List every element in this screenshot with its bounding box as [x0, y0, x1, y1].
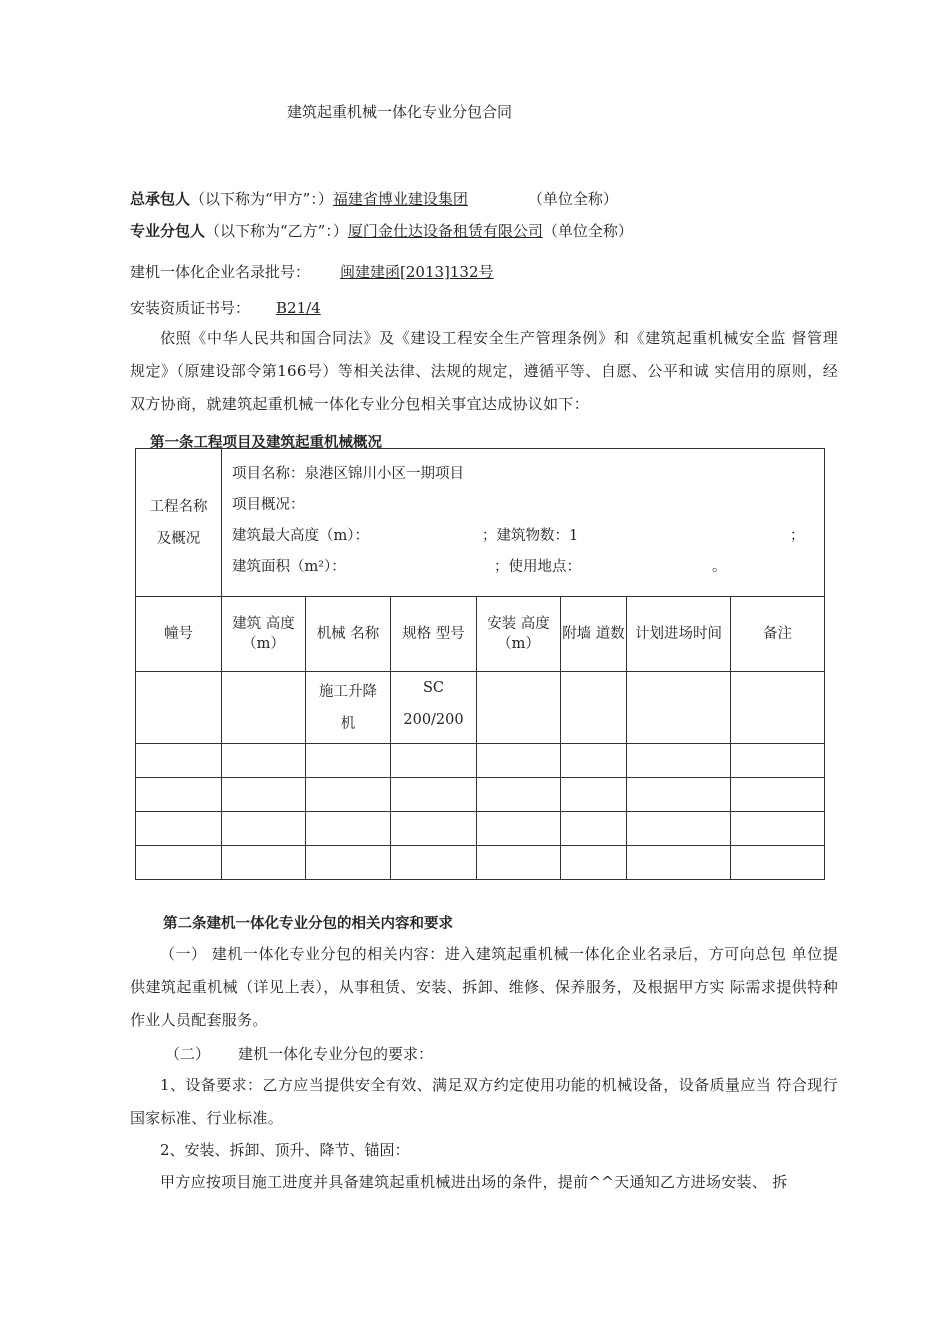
project-overview: 项目概况： — [232, 497, 305, 513]
max-height-label: 建筑最大高度（m）： — [232, 528, 369, 544]
location-label: ；使用地点： — [494, 559, 581, 575]
cert-label: 安装资质证书号： — [130, 299, 251, 317]
header-install-height: 安装 高度（m） — [477, 597, 561, 672]
party-b-alias: （以下称为“乙方”：） — [205, 222, 348, 240]
height-count-line — [232, 521, 824, 552]
project-name: 项目名称：泉港区锦川小区一期项目 — [232, 466, 464, 482]
party-b-line — [130, 220, 633, 241]
project-label-cell: 工程名称及概况 — [136, 449, 222, 597]
header-model: 规格 型号 — [391, 597, 477, 672]
party-a-label: 总承包人 — [130, 190, 191, 208]
project-info-cell — [222, 449, 825, 597]
party-a-name: 福建省博业建设集团 — [332, 190, 468, 208]
party-a-suffix: （单位全称） — [527, 190, 618, 208]
party-b-label: 专业分包人 — [130, 222, 206, 240]
article2-p2 — [165, 1043, 433, 1064]
header-entry-date: 计划进场时间 — [627, 597, 731, 672]
party-a-line — [130, 188, 618, 209]
table-row — [136, 778, 825, 812]
table-row — [136, 812, 825, 846]
registry-value: 闽建建函[2013]132号 — [340, 263, 494, 281]
p2-text: 建机一体化专业分包的要求： — [238, 1045, 434, 1063]
document-title: 建筑起重机械一体化专业分包合同 — [287, 103, 513, 121]
table-row — [136, 744, 825, 778]
header-machine-name: 机械 名称 — [306, 597, 391, 672]
project-table — [135, 448, 825, 880]
p2-number: （二） — [165, 1045, 211, 1063]
area-label: 建筑面积（m²）： — [232, 559, 346, 575]
registry-line — [130, 261, 494, 282]
article2-title: 第二条建机一体化专业分包的相关内容和要求 — [163, 916, 453, 932]
party-a-alias: （以下称为“甲方”：） — [190, 190, 333, 208]
party-b-name: 厦门金仕达设备租赁有限公司 — [347, 222, 543, 240]
party-b-suffix: （单位全称） — [542, 222, 633, 240]
article2-p4: 2、安装、拆卸、顶升、降节、锚固： — [160, 1141, 410, 1159]
area-location-line — [232, 552, 824, 583]
article1-title: 第一条工程项目及建筑起重机械概况 — [150, 435, 382, 451]
header-remarks: 备注 — [731, 597, 825, 672]
header-wall-ties: 附墙 道数 — [561, 597, 627, 672]
end-semicolon: ； — [790, 528, 805, 544]
building-count: ；建筑物数：1 — [482, 528, 579, 544]
article2-p5: 甲方应按项目施工进度并具备建筑起重机械进出场的条件，提前^^天通知乙方进场安装、 拆 — [160, 1173, 788, 1191]
table-row — [136, 846, 825, 880]
header-building-no: 幢号 — [136, 597, 222, 672]
table-header-row — [136, 597, 825, 672]
registry-label: 建机一体化企业名录批号： — [130, 263, 311, 281]
header-building-height: 建筑 高度（m） — [222, 597, 306, 672]
cert-line — [130, 297, 321, 318]
article2-p1: （一） 建机一体化专业分包的相关内容：进入建筑起重机械一体化企业名录后，方可向总包 单位提供建筑起重机械（详见上表），从事租赁、安装、拆卸、维修、保养服务，及根据甲方实 际需求提供特种作业人员配套服务。 — [130, 945, 838, 1029]
cert-value: B21/4 — [276, 299, 321, 317]
end-period: 。 — [712, 559, 727, 575]
intro-paragraph: 依照《中华人民共和国合同法》及《建设工程安全生产管理条例》和《建筑起重机械安全监 督管理规定》（原建设部令第166号）等相关法律、法规的规定，遵循平等、自愿、公平和诚 实信用的原则，经双方协商，就建筑起重机械一体化专业分包相关事宜达成协议如下： — [130, 329, 838, 413]
article2-p3: 1、设备要求：乙方应当提供安全有效、满足双方约定使用功能的机械设备，设备质量应当 符合现行国家标准、行业标准。 — [130, 1076, 838, 1127]
cell-model: SC 200/200 — [391, 672, 477, 744]
cell-machine: 施工升降机 — [306, 672, 391, 744]
table-row — [136, 672, 825, 744]
